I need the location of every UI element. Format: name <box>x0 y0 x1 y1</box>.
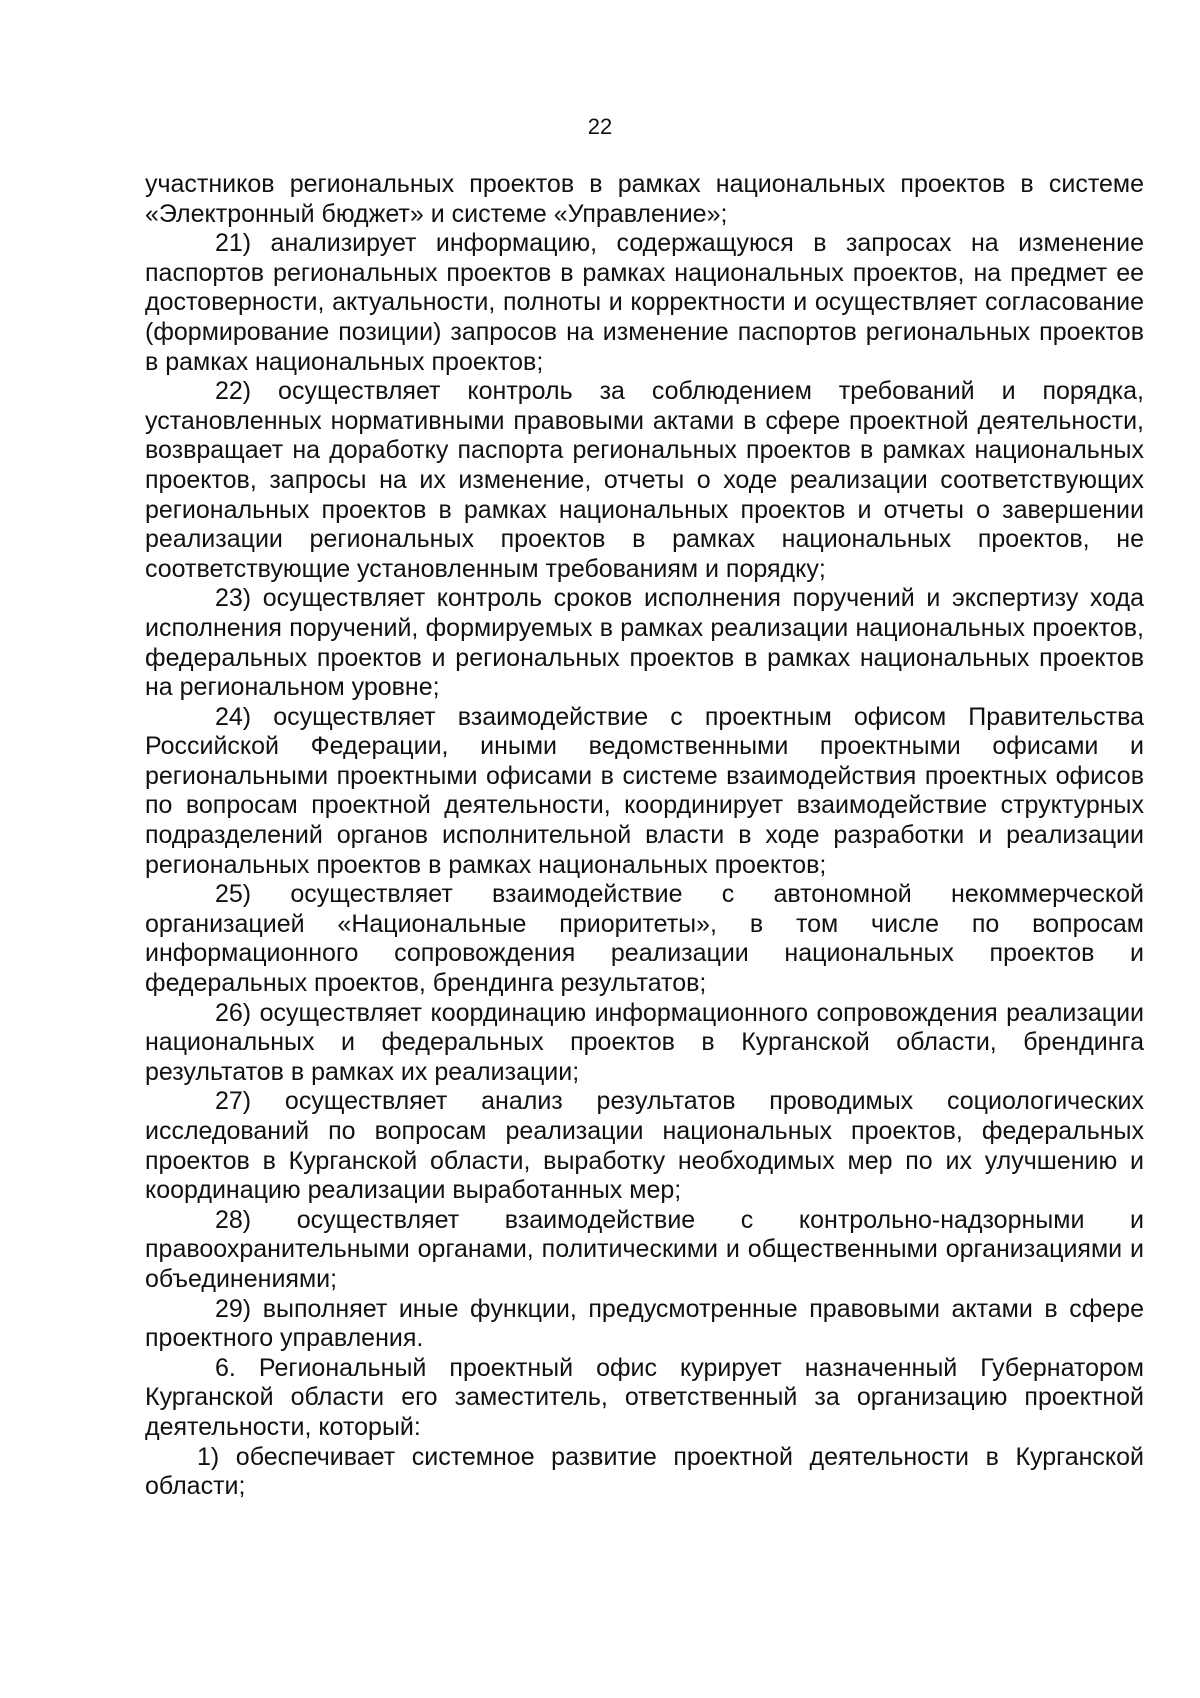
document-body <box>145 170 1144 1502</box>
list-item-28: 28) осуществляет взаимодействие с контрольно-надзорными и правоохранительными органами, политическими и общественными организациями и объединениями; <box>145 1205 1144 1293</box>
section-6-paragraph: 6. Региональный проектный офис курирует назначенный Губернатором Курганской области его заместитель, ответственный за организацию проектной деятельности, который: <box>145 1353 1144 1441</box>
section-6-item-1: 1) обеспечивает системное развитие проектной деятельности в Курганской области; <box>145 1442 1144 1501</box>
list-item-25: 25) осуществляет взаимодействие с автономной некоммерческой организацией «Национальные приоритеты», в том числе по вопросам информационного сопровождения реализации национальных проектов и федеральных проектов, брендинга результатов; <box>145 880 1144 998</box>
list-item-24: 24) осуществляет взаимодействие с проектным офисом Правительства Российской Федерации, иными ведомственными проектными офисами и региональными проектными офисами в системе взаимодействия проектных офисов по вопросам проектной деятельности, координирует взаимодействие структурных подразделений органов исполнительной власти в ходе разработки и реализации региональных проектов в рамках национальных проектов; <box>145 702 1144 879</box>
list-item-26: 26) осуществляет координацию информационного сопровождения реализации национальных и федеральных проектов в Курганской области, брендинга результатов в рамках их реализации; <box>145 998 1144 1086</box>
list-item-21: 21) анализирует информацию, содержащуюся в запросах на изменение паспортов региональных проектов в рамках национальных проектов, на предмет ее достоверности, актуальности, полноты и корректности и осуществляет согласование (формирование позиции) запросов на изменение паспортов региональных проектов в рамках национальных проектов; <box>145 229 1144 376</box>
list-item-27: 27) осуществляет анализ результатов проводимых социологических исследований по вопросам реализации национальных проектов, федеральных проектов в Курганской области, выработку необходимых мер по их улучшению и координацию реализации выработанных мер; <box>145 1087 1144 1205</box>
paragraph-continuation: участников региональных проектов в рамках национальных проектов в системе «Электронный бюджет» и системе «Управление»; <box>145 170 1144 228</box>
page-number: 22 <box>587 114 613 139</box>
list-item-29: 29) выполняет иные функции, предусмотренные правовыми актами в сфере проектного управления. <box>145 1294 1144 1353</box>
list-item-22: 22) осуществляет контроль за соблюдением требований и порядка, установленных нормативными правовыми актами в сфере проектной деятельности, возвращает на доработку паспорта региональных проектов в рамках национальных проектов, запросы на их изменение, отчеты о ходе реализации соответствующих региональных проектов в рамках национальных проектов и отчеты о завершении реализации региональных проектов в рамках национальных проектов, не соответствующие установленным требованиям и порядку; <box>145 377 1144 583</box>
list-item-23: 23) осуществляет контроль сроков исполнения поручений и экспертизу хода исполнения поручений, формируемых в рамках реализации национальных проектов, федеральных проектов и региональных проектов в рамках национальных проектов на региональном уровне; <box>145 584 1144 702</box>
